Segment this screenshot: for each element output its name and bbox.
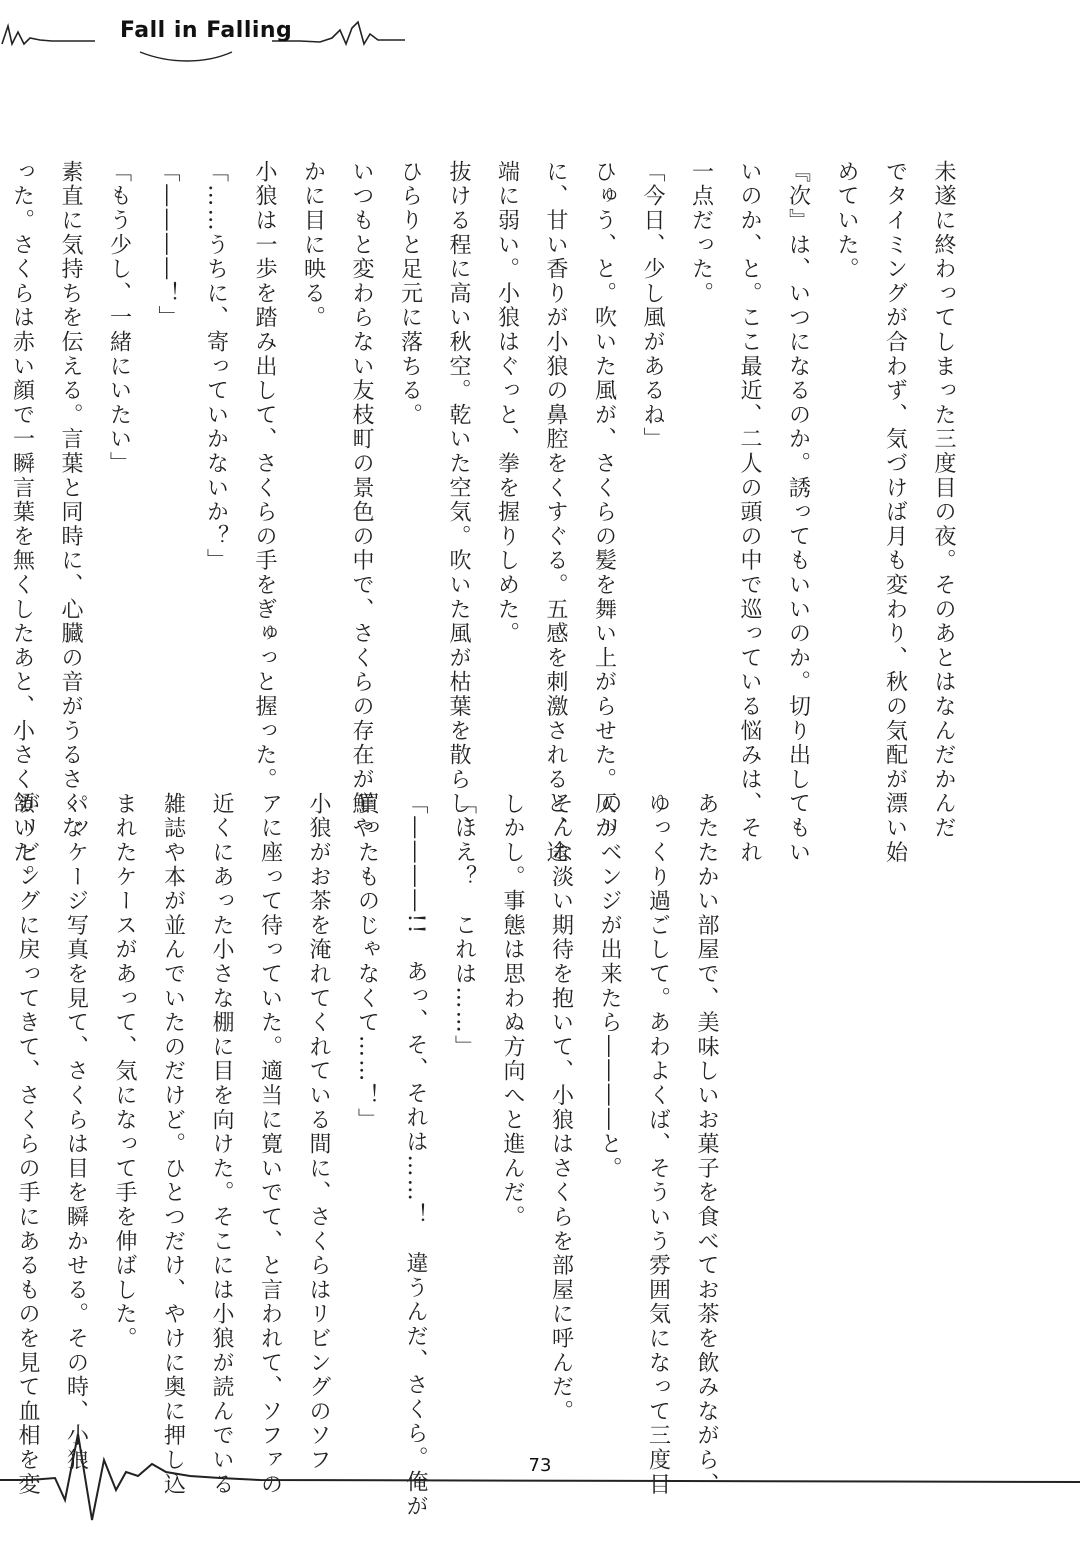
- text-line: 一点だった。: [688, 160, 714, 306]
- text-line: まれたケースがあって、気になって手を伸ばした。: [112, 792, 137, 1351]
- text-line: 抜ける程に高い秋空。乾いた空気。吹いた風が枯葉を散らし、: [446, 160, 471, 841]
- text-column-top: [9, 160, 967, 889]
- text-line: 未遂に終わってしまった三度目の夜。そのあとはなんだかんだ: [931, 160, 956, 841]
- heartbeat-line-footer-icon: [0, 1420, 1080, 1540]
- text-line: 買ったものじゃなくて……！」: [354, 792, 380, 1133]
- text-line: 雑誌や本が並んでいたのだけど。ひとつだけ、やけに奥に押し込: [160, 792, 186, 1497]
- text-line: 小狼は一歩を踏み出して、さくらの手をぎゅっと握った。: [252, 160, 277, 792]
- page-number: 73: [528, 1455, 552, 1476]
- text-line: めていた。: [834, 160, 859, 282]
- text-line: 「ほえ？ これは……」: [451, 792, 477, 1060]
- text-line: かに目に映る。: [300, 160, 326, 331]
- text-line: 端に弱い。小狼はぐっと、拳を握りしめた。: [494, 160, 520, 646]
- text-line: のリベンジが出来たら――――と。: [597, 792, 622, 1181]
- text-line: 近くにあった小さな棚に目を向けた。そこには小狼が読んでいる: [209, 792, 234, 1497]
- text-line: しかし。事態は思わぬ方向へと進んだ。: [500, 792, 525, 1230]
- text-line: でタイミングが合わず、気づけば月も変わり、秋の気配が漂い始: [882, 160, 908, 865]
- text-line: いのか、と。ここ最近、二人の頭の中で巡っている悩みは、それ: [737, 160, 762, 865]
- text-line: 『次』は、いつになるのか。誘ってもいいのか。切り出してもい: [785, 160, 811, 865]
- text-line: 小狼がお茶を淹れてくれている間に、さくらはリビングのソフ: [306, 792, 331, 1473]
- text-line: ひらりと足元に落ちる。: [397, 160, 423, 428]
- text-line: そんな淡い期待を抱いて、小狼はさくらを部屋に呼んだ。: [548, 792, 574, 1424]
- heartbeat-line-header-icon: [0, 0, 1080, 90]
- page-header: [0, 0, 1080, 90]
- text-line: 「――――!! あっ、そ、それは……！ 違うんだ、さくら。俺が: [403, 792, 428, 1519]
- text-line: パッケージ写真を見て、さくらは目を瞬かせる。その時、小狼: [63, 792, 89, 1473]
- text-line: 「今日、少し風があるね」: [640, 160, 665, 452]
- text-line: に、甘い香りが小狼の鼻腔をくすぐる。五感を刺激されると、途: [543, 160, 568, 865]
- text-line: ひゅう、と。吹いた風が、さくらの髪を舞い上がらせた。仄か: [591, 160, 617, 841]
- text-line: 「――――！」: [155, 160, 180, 331]
- text-line: いつもと変わらない友枝町の景色の中で、さくらの存在が鮮や: [349, 160, 374, 841]
- text-line: [0, 792, 3, 1382]
- text-line: がリビングに戻ってきて、さくらの手にあるものを見て血相を変: [15, 792, 40, 1497]
- text-line: アに座って待っていた。適当に寛いでて、と言われて、ソファの: [257, 792, 283, 1497]
- text-line: った。さくらは赤い顔で一瞬言葉を無くしたあと、小さく頷いた。: [9, 160, 35, 889]
- text-line: 「……うちに、寄っていかないか？」: [203, 160, 229, 574]
- text-line: ゆっくり過ごして。あわよくば、そういう雰囲気になって三度目: [645, 792, 671, 1497]
- text-line: あたたかい部屋で、美味しいお菓子を食べてお茶を飲みながら、: [694, 792, 719, 1497]
- header-title: Fall in Falling: [120, 18, 293, 43]
- text-line: 素直に気持ちを伝える。言葉と同時に、心臓の音がうるさくな: [58, 160, 83, 841]
- text-line: 「もう少し、一緒にいたい」: [106, 160, 132, 476]
